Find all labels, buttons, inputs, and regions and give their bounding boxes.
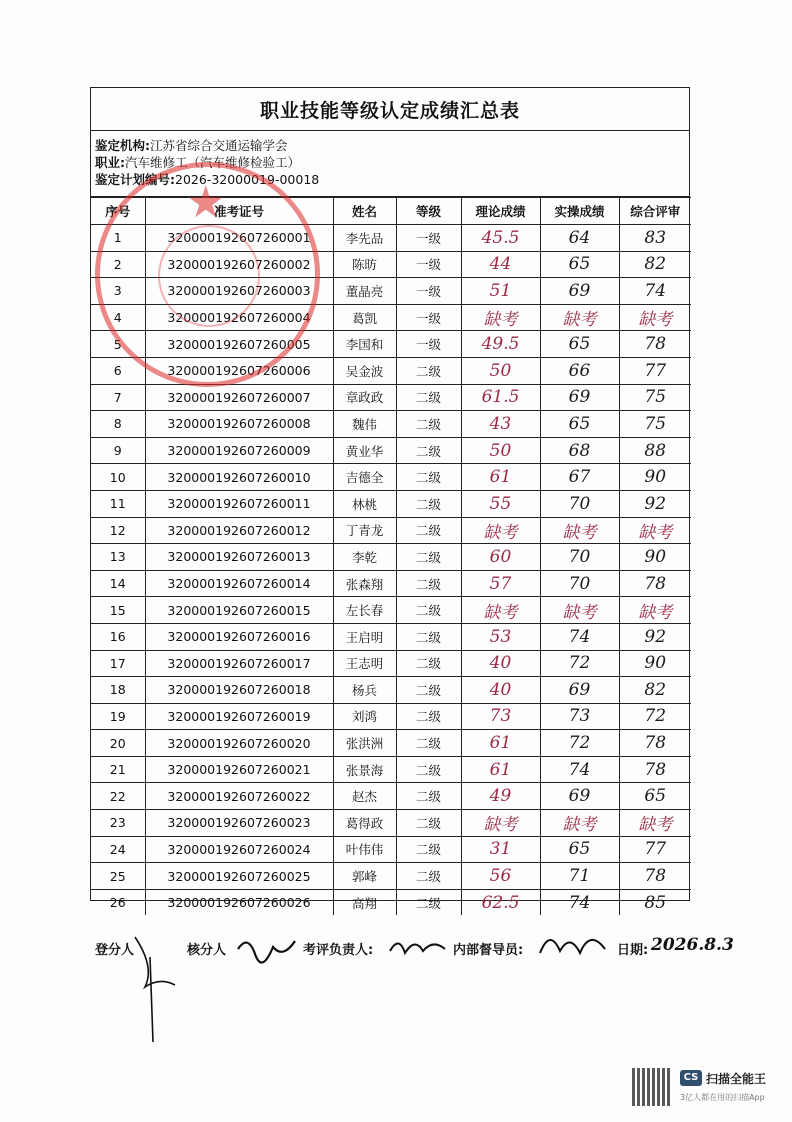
practice-score: 缺考 — [540, 810, 619, 837]
candidate-name: 章政政 — [333, 384, 396, 411]
table-row — [91, 570, 691, 597]
candidate-name: 郭峰 — [333, 863, 396, 890]
overall-score: 78 — [619, 570, 691, 597]
practice-score: 69 — [540, 677, 619, 704]
practice-score: 70 — [540, 544, 619, 571]
examiner-signature — [385, 929, 455, 965]
exam-id: 320000192607260021 — [145, 756, 333, 783]
theory-score: 缺考 — [461, 810, 540, 837]
practice-score: 73 — [540, 703, 619, 730]
theory-score: 31 — [461, 836, 540, 863]
exam-id: 320000192607260008 — [145, 411, 333, 438]
theory-score: 61 — [461, 756, 540, 783]
table-row — [91, 863, 691, 890]
overall-score: 77 — [619, 357, 691, 384]
table-row — [91, 411, 691, 438]
date-value: 2026.8.3 — [651, 935, 734, 955]
row-number: 17 — [91, 650, 145, 677]
row-number: 3 — [91, 278, 145, 305]
practice-score: 67 — [540, 464, 619, 491]
theory-score: 61 — [461, 464, 540, 491]
exam-id: 320000192607260019 — [145, 703, 333, 730]
qr-code-icon — [632, 1068, 670, 1106]
signature-footer — [95, 935, 735, 965]
overall-score: 缺考 — [619, 810, 691, 837]
candidate-name: 王启明 — [333, 623, 396, 650]
grade-level: 二级 — [396, 437, 461, 464]
candidate-name: 左长春 — [333, 597, 396, 624]
row-number: 26 — [91, 889, 145, 915]
table-row — [91, 464, 691, 491]
row-number: 2 — [91, 251, 145, 278]
grade-level: 二级 — [396, 889, 461, 915]
exam-id: 320000192607260017 — [145, 650, 333, 677]
theory-score: 43 — [461, 411, 540, 438]
exam-id: 320000192607260005 — [145, 331, 333, 358]
col-header-id: 准考证号 — [145, 198, 333, 225]
grade-level: 二级 — [396, 677, 461, 704]
candidate-name: 李先品 — [333, 225, 396, 252]
exam-id: 320000192607260001 — [145, 225, 333, 252]
candidate-name: 赵杰 — [333, 783, 396, 810]
org-line: 鉴定机构:江苏省综合交通运输学会 — [95, 138, 288, 153]
table-row — [91, 357, 691, 384]
row-number: 16 — [91, 623, 145, 650]
col-header-level: 等级 — [396, 198, 461, 225]
practice-score: 65 — [540, 836, 619, 863]
candidate-name: 陈昉 — [333, 251, 396, 278]
exam-id: 320000192607260010 — [145, 464, 333, 491]
exam-id: 320000192607260024 — [145, 836, 333, 863]
table-row — [91, 650, 691, 677]
table-row — [91, 490, 691, 517]
row-number: 11 — [91, 490, 145, 517]
row-number: 6 — [91, 357, 145, 384]
exam-info — [91, 131, 689, 197]
table-row — [91, 623, 691, 650]
exam-id: 320000192607260006 — [145, 357, 333, 384]
candidate-name: 吉德全 — [333, 464, 396, 491]
practice-score: 缺考 — [540, 304, 619, 331]
examiner-label: 考评负责人: — [303, 943, 374, 958]
practice-score: 69 — [540, 384, 619, 411]
candidate-name: 王志明 — [333, 650, 396, 677]
candidate-name: 黄业华 — [333, 437, 396, 464]
col-header-theory: 理论成绩 — [461, 198, 540, 225]
practice-score: 64 — [540, 225, 619, 252]
grade-level: 二级 — [396, 464, 461, 491]
grade-level: 二级 — [396, 756, 461, 783]
practice-score: 72 — [540, 730, 619, 757]
table-row — [91, 278, 691, 305]
row-number: 21 — [91, 756, 145, 783]
col-header-name: 姓名 — [333, 198, 396, 225]
practice-score: 68 — [540, 437, 619, 464]
theory-score: 45.5 — [461, 225, 540, 252]
exam-id: 320000192607260014 — [145, 570, 333, 597]
col-header-practice: 实操成绩 — [540, 198, 619, 225]
table-row — [91, 384, 691, 411]
grade-level: 二级 — [396, 597, 461, 624]
practice-score: 74 — [540, 756, 619, 783]
candidate-name: 李乾 — [333, 544, 396, 571]
job-value: 汽车维修工（汽车维修检验工） — [125, 155, 301, 170]
grade-level: 一级 — [396, 225, 461, 252]
table-row — [91, 304, 691, 331]
row-number: 14 — [91, 570, 145, 597]
table-row — [91, 810, 691, 837]
job-line: 职业:汽车维修工（汽车维修检验工） — [95, 155, 301, 170]
practice-score: 74 — [540, 889, 619, 915]
overall-score: 75 — [619, 384, 691, 411]
theory-score: 40 — [461, 677, 540, 704]
grade-level: 二级 — [396, 650, 461, 677]
candidate-name: 丁青龙 — [333, 517, 396, 544]
practice-score: 70 — [540, 490, 619, 517]
theory-score: 50 — [461, 357, 540, 384]
practice-score: 74 — [540, 623, 619, 650]
grade-level: 二级 — [396, 810, 461, 837]
candidate-name: 张森翔 — [333, 570, 396, 597]
exam-id: 320000192607260023 — [145, 810, 333, 837]
exam-id: 320000192607260016 — [145, 623, 333, 650]
grade-level: 一级 — [396, 251, 461, 278]
table-row — [91, 544, 691, 571]
table-row — [91, 517, 691, 544]
theory-score: 49 — [461, 783, 540, 810]
supervisor-signature — [535, 923, 615, 967]
org-value: 江苏省综合交通运输学会 — [150, 138, 288, 153]
row-number: 5 — [91, 331, 145, 358]
candidate-name: 魏伟 — [333, 411, 396, 438]
grade-level: 一级 — [396, 278, 461, 305]
practice-score: 69 — [540, 278, 619, 305]
scorer-label: 登分人 — [95, 943, 135, 958]
row-number: 19 — [91, 703, 145, 730]
plan-line: 鉴定计划编号:2026-32000019-00018 — [95, 172, 320, 187]
theory-score: 60 — [461, 544, 540, 571]
row-number: 12 — [91, 517, 145, 544]
theory-score: 53 — [461, 623, 540, 650]
grade-level: 二级 — [396, 384, 461, 411]
theory-score: 49.5 — [461, 331, 540, 358]
table-header-row — [91, 198, 691, 225]
practice-score: 69 — [540, 783, 619, 810]
candidate-name: 刘鸿 — [333, 703, 396, 730]
grade-level: 二级 — [396, 544, 461, 571]
practice-score: 66 — [540, 357, 619, 384]
overall-score: 78 — [619, 331, 691, 358]
overall-score: 85 — [619, 889, 691, 915]
exam-id: 320000192607260004 — [145, 304, 333, 331]
candidate-name: 葛得政 — [333, 810, 396, 837]
table-row — [91, 756, 691, 783]
overall-score: 75 — [619, 411, 691, 438]
overall-score: 65 — [619, 783, 691, 810]
candidate-name: 吴金波 — [333, 357, 396, 384]
grade-level: 一级 — [396, 331, 461, 358]
exam-id: 320000192607260015 — [145, 597, 333, 624]
grade-level: 二级 — [396, 730, 461, 757]
table-row — [91, 783, 691, 810]
table-row — [91, 836, 691, 863]
row-number: 1 — [91, 225, 145, 252]
row-number: 4 — [91, 304, 145, 331]
grade-level: 二级 — [396, 570, 461, 597]
exam-id: 320000192607260026 — [145, 889, 333, 915]
row-number: 18 — [91, 677, 145, 704]
grade-level: 一级 — [396, 304, 461, 331]
table-row — [91, 889, 691, 915]
table-row — [91, 730, 691, 757]
overall-score: 78 — [619, 863, 691, 890]
overall-score: 82 — [619, 677, 691, 704]
theory-score: 62.5 — [461, 889, 540, 915]
overall-score: 88 — [619, 437, 691, 464]
candidate-name: 李国和 — [333, 331, 396, 358]
overall-score: 缺考 — [619, 517, 691, 544]
overall-score: 缺考 — [619, 597, 691, 624]
overall-score: 83 — [619, 225, 691, 252]
exam-id: 320000192607260012 — [145, 517, 333, 544]
theory-score: 61.5 — [461, 384, 540, 411]
checker-signature — [233, 929, 303, 969]
row-number: 22 — [91, 783, 145, 810]
overall-score: 缺考 — [619, 304, 691, 331]
checker-label: 核分人 — [187, 943, 227, 958]
score-summary-sheet — [90, 87, 690, 913]
candidate-name: 叶伟伟 — [333, 836, 396, 863]
col-header-overall: 综合评审 — [619, 198, 691, 225]
theory-score: 缺考 — [461, 517, 540, 544]
seal-star-icon: ★ — [186, 177, 226, 228]
overall-score: 90 — [619, 464, 691, 491]
table-row — [91, 251, 691, 278]
theory-score: 73 — [461, 703, 540, 730]
exam-id: 320000192607260011 — [145, 490, 333, 517]
table-row — [91, 437, 691, 464]
grade-level: 二级 — [396, 703, 461, 730]
candidate-name: 张景海 — [333, 756, 396, 783]
practice-score: 65 — [540, 251, 619, 278]
row-number: 13 — [91, 544, 145, 571]
overall-score: 78 — [619, 730, 691, 757]
supervisor-label: 内部督导员: — [453, 943, 524, 958]
exam-id: 320000192607260025 — [145, 863, 333, 890]
grade-level: 二级 — [396, 783, 461, 810]
exam-id: 320000192607260020 — [145, 730, 333, 757]
practice-score: 72 — [540, 650, 619, 677]
overall-score: 74 — [619, 278, 691, 305]
exam-id: 320000192607260002 — [145, 251, 333, 278]
row-number: 25 — [91, 863, 145, 890]
candidate-name: 林桃 — [333, 490, 396, 517]
theory-score: 57 — [461, 570, 540, 597]
overall-score: 90 — [619, 650, 691, 677]
score-table — [91, 197, 691, 915]
date-label: 日期: — [617, 943, 649, 958]
exam-id: 320000192607260003 — [145, 278, 333, 305]
practice-score: 缺考 — [540, 597, 619, 624]
theory-score: 缺考 — [461, 597, 540, 624]
table-row — [91, 597, 691, 624]
exam-id: 320000192607260009 — [145, 437, 333, 464]
practice-score: 71 — [540, 863, 619, 890]
practice-score: 65 — [540, 331, 619, 358]
table-row — [91, 331, 691, 358]
grade-level: 二级 — [396, 623, 461, 650]
theory-score: 56 — [461, 863, 540, 890]
grade-level: 二级 — [396, 517, 461, 544]
row-number: 15 — [91, 597, 145, 624]
theory-score: 缺考 — [461, 304, 540, 331]
table-row — [91, 677, 691, 704]
row-number: 7 — [91, 384, 145, 411]
grade-level: 二级 — [396, 490, 461, 517]
scorer-signature — [125, 927, 185, 1047]
page-title: 职业技能等级认定成绩汇总表 — [91, 88, 689, 131]
plan-value: 2026-32000019-00018 — [175, 172, 320, 187]
overall-score: 92 — [619, 490, 691, 517]
exam-id: 320000192607260007 — [145, 384, 333, 411]
grade-level: 二级 — [396, 357, 461, 384]
theory-score: 51 — [461, 278, 540, 305]
theory-score: 50 — [461, 437, 540, 464]
scanner-watermark — [632, 1068, 772, 1110]
overall-score: 72 — [619, 703, 691, 730]
exam-id: 320000192607260013 — [145, 544, 333, 571]
practice-score: 65 — [540, 411, 619, 438]
overall-score: 77 — [619, 836, 691, 863]
row-number: 10 — [91, 464, 145, 491]
col-header-no: 序号 — [91, 198, 145, 225]
grade-level: 二级 — [396, 836, 461, 863]
camscanner-logo: CS — [680, 1070, 702, 1086]
candidate-name: 高翔 — [333, 889, 396, 915]
overall-score: 92 — [619, 623, 691, 650]
row-number: 23 — [91, 810, 145, 837]
row-number: 20 — [91, 730, 145, 757]
row-number: 8 — [91, 411, 145, 438]
row-number: 9 — [91, 437, 145, 464]
table-row — [91, 225, 691, 252]
candidate-name: 葛凯 — [333, 304, 396, 331]
practice-score: 70 — [540, 570, 619, 597]
app-tagline: 3亿人都在用的扫描App — [680, 1093, 765, 1102]
practice-score: 缺考 — [540, 517, 619, 544]
theory-score: 55 — [461, 490, 540, 517]
grade-level: 二级 — [396, 863, 461, 890]
table-row — [91, 703, 691, 730]
overall-score: 78 — [619, 756, 691, 783]
overall-score: 82 — [619, 251, 691, 278]
overall-score: 90 — [619, 544, 691, 571]
theory-score: 40 — [461, 650, 540, 677]
candidate-name: 董晶亮 — [333, 278, 396, 305]
theory-score: 44 — [461, 251, 540, 278]
app-name: 扫描全能王 — [706, 1072, 767, 1086]
exam-id: 320000192607260022 — [145, 783, 333, 810]
grade-level: 二级 — [396, 411, 461, 438]
candidate-name: 张洪洲 — [333, 730, 396, 757]
row-number: 24 — [91, 836, 145, 863]
candidate-name: 杨兵 — [333, 677, 396, 704]
theory-score: 61 — [461, 730, 540, 757]
exam-id: 320000192607260018 — [145, 677, 333, 704]
